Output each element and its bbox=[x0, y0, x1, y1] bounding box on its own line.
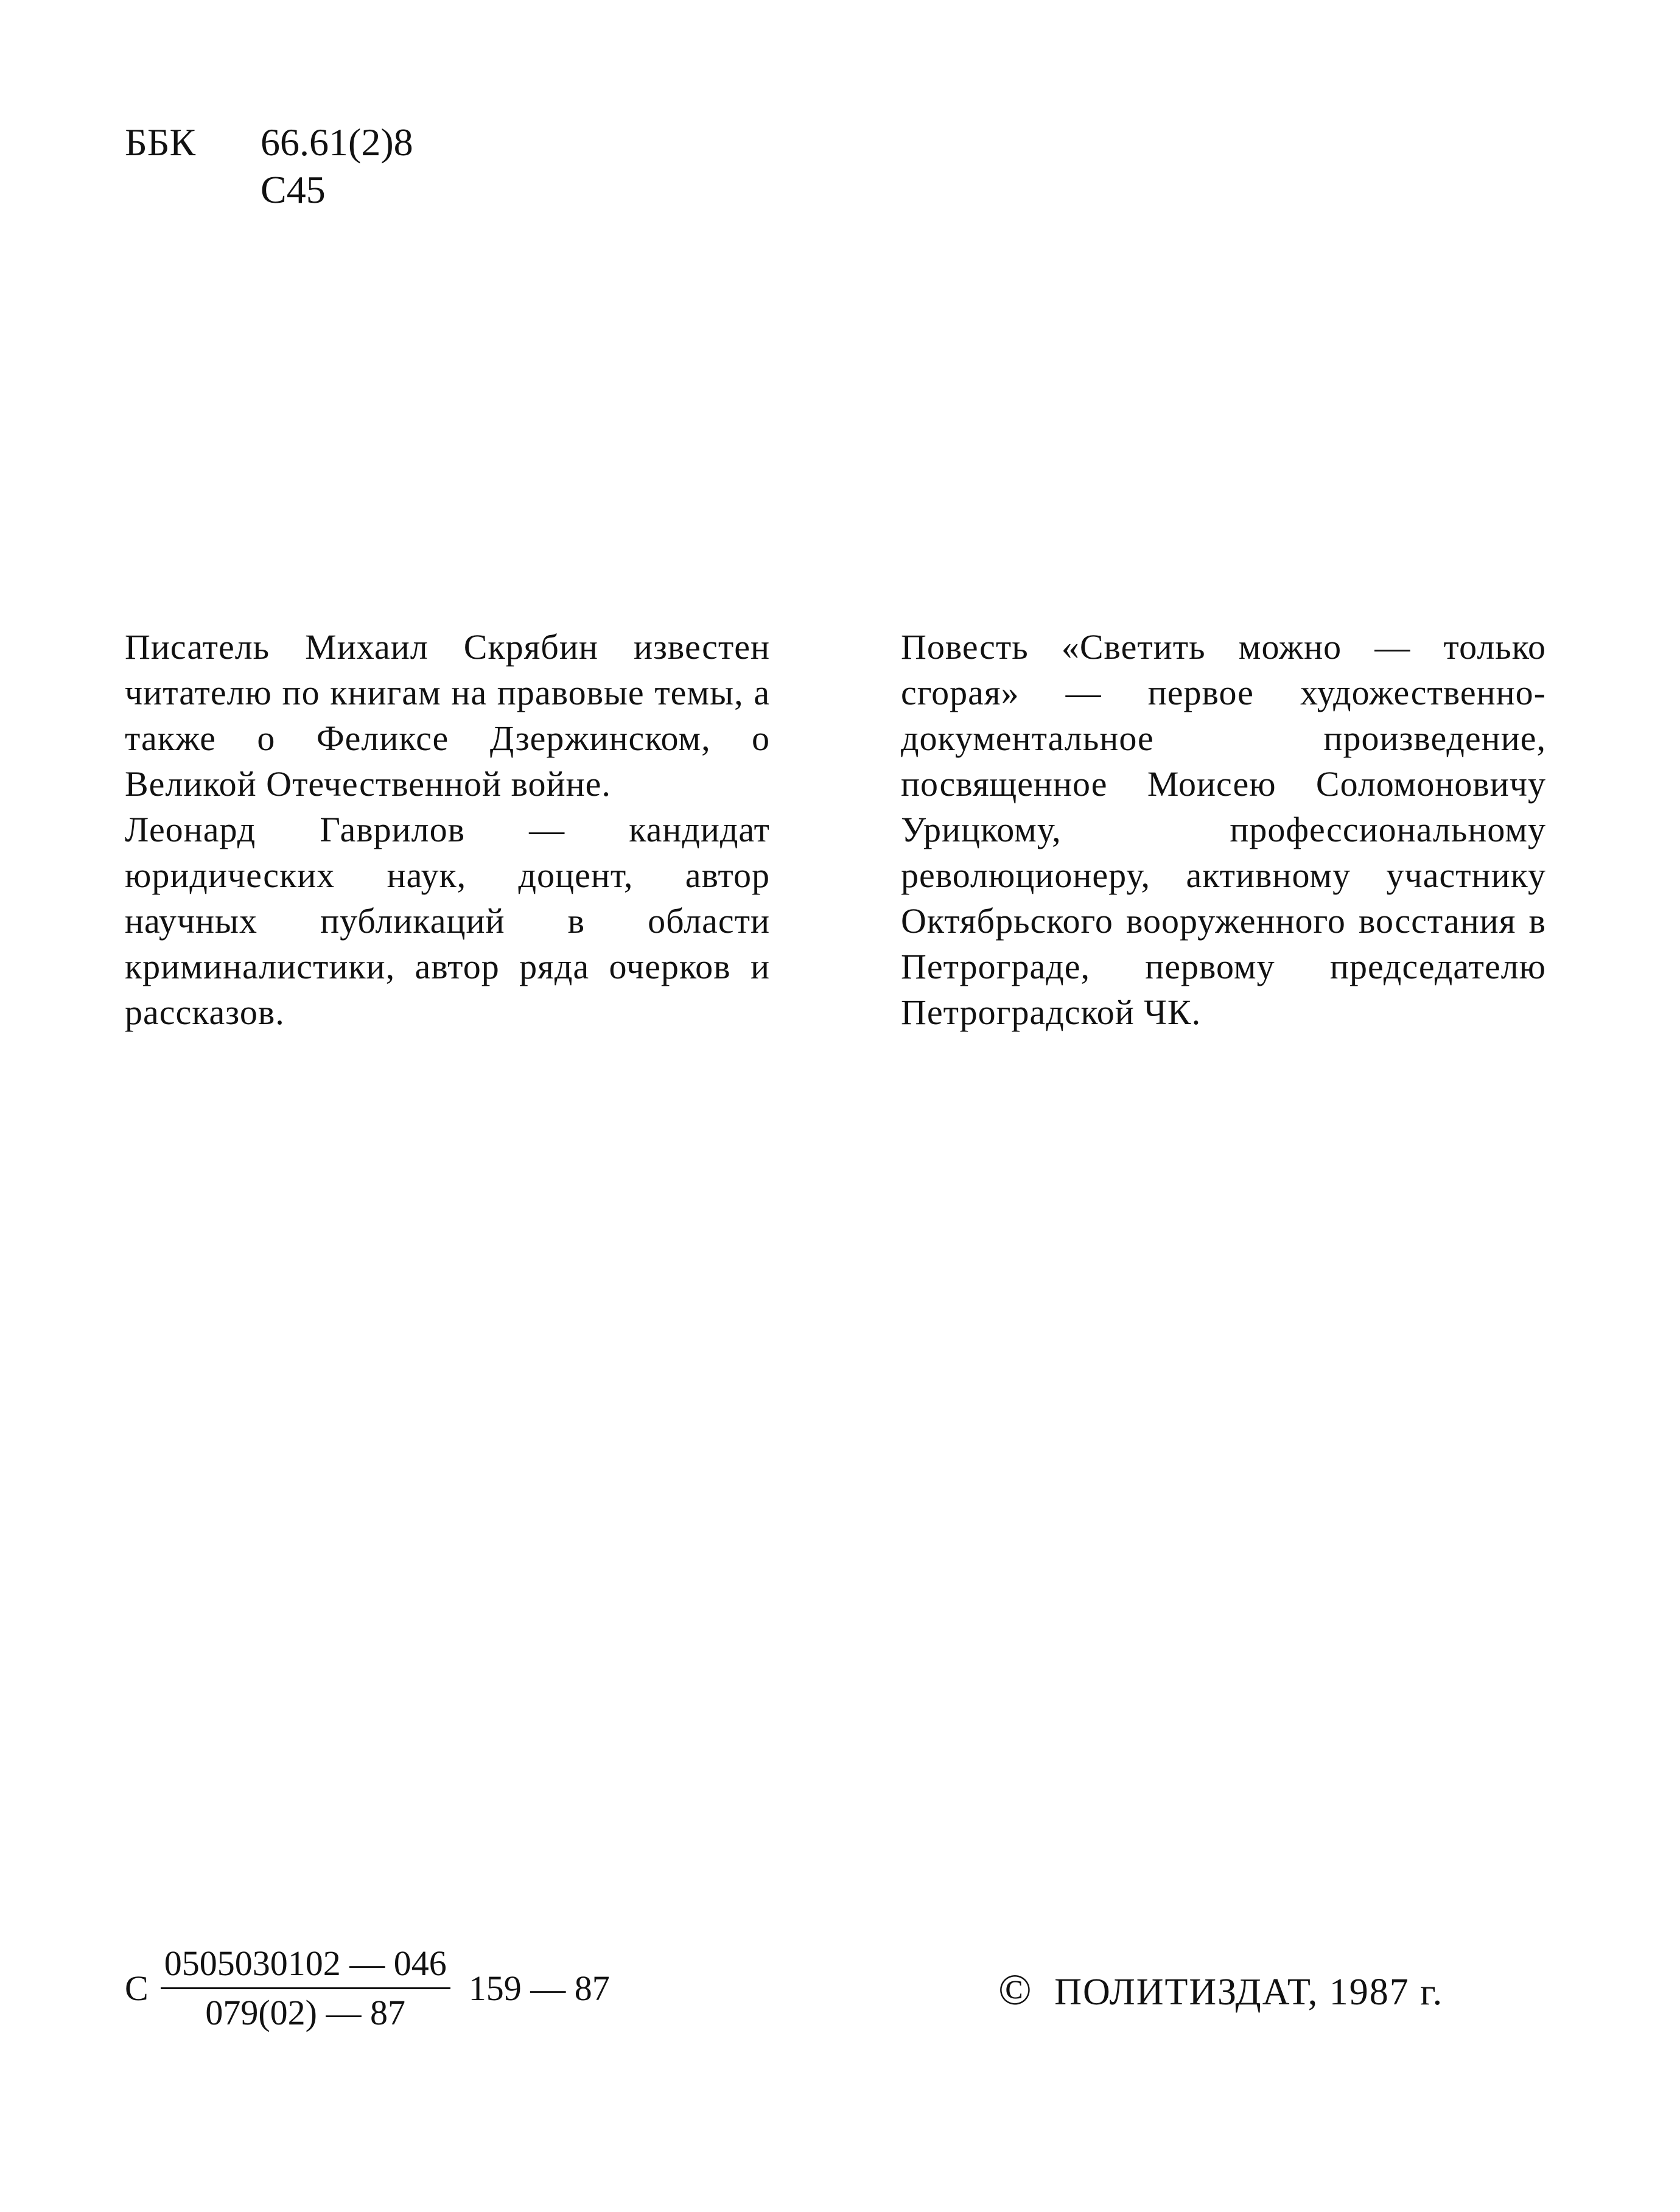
bbk-row bbox=[125, 119, 413, 166]
bbk-block bbox=[125, 119, 413, 214]
book-description: Повесть «Светить можно — только сгорая» — первое художественно-документальное произведение, посвященное Моисею Соломоновичу Урицкому, профессиональному революционеру, активному участнику Октябрьского вооруженного восстания в Петрограде, первому председателю Петроградской ЧК. bbox=[901, 627, 1546, 1032]
copyright-text: ПОЛИТИЗДАТ, 1987 г. bbox=[1054, 1971, 1444, 2013]
publication-index bbox=[125, 1942, 610, 2034]
copyright-icon: © bbox=[998, 1965, 1033, 2014]
book-annotation bbox=[901, 624, 1546, 1035]
author-note-gavrilov: Леонард Гаврилов — кандидат юридических наук, доцент, автор научных публикаций в области криминалистики, автор ряда очерков и рассказов. bbox=[125, 810, 770, 1032]
author-mark: С45 bbox=[261, 168, 326, 211]
authors-annotation bbox=[125, 624, 770, 1035]
index-numerator: 0505030102 — 046 bbox=[161, 1942, 450, 1989]
author-note-skryabin: Писатель Михаил Скрябин известен читателю по книгам на правовые темы, а также о Феликсе Дзержинском, о Великой Отечественной войне. bbox=[125, 627, 770, 804]
index-fraction bbox=[161, 1942, 450, 2034]
bbk-label: ББК bbox=[125, 121, 196, 164]
index-denominator: 079(02) — 87 bbox=[205, 1993, 405, 2032]
index-suffix: 159 — 87 bbox=[468, 1968, 610, 2008]
index-prefix: С bbox=[125, 1968, 149, 2008]
bbk-code: 66.61(2)8 bbox=[261, 121, 413, 164]
copyright-line bbox=[998, 1967, 1443, 2015]
